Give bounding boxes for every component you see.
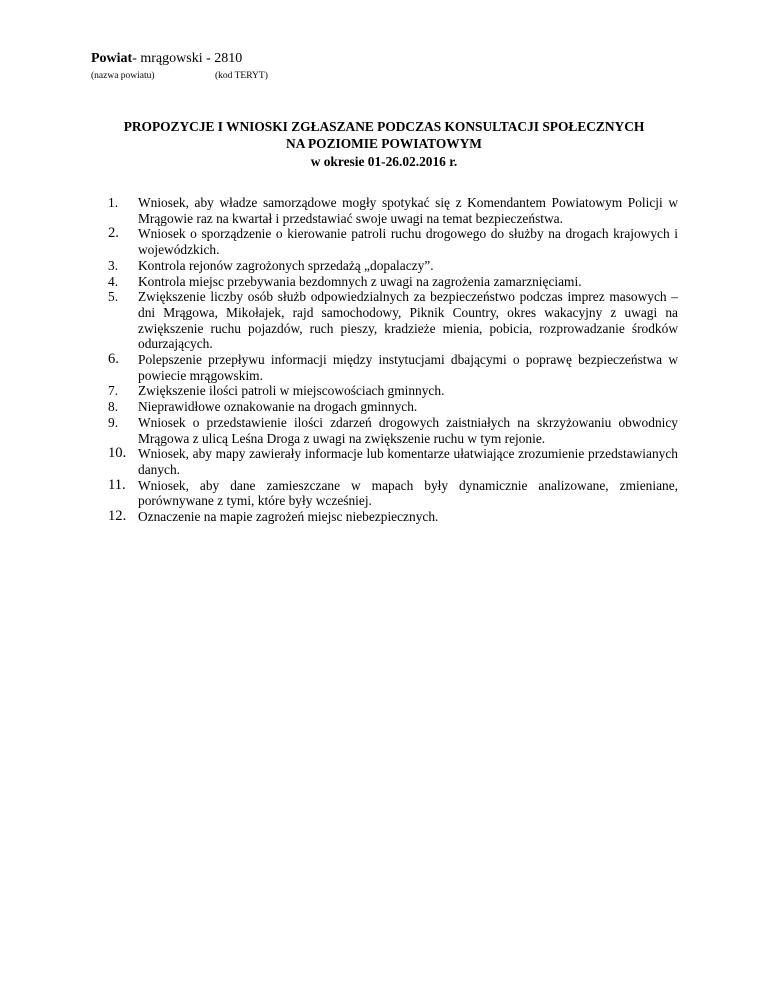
list-item <box>108 352 678 383</box>
teryt-code-caption: (kod TERYT) <box>215 71 268 81</box>
item-text: Wniosek o sporządzenie o kierowanie patroli ruchu drogowego do służby na drogach krajowych i wojewódzkich. <box>138 226 678 258</box>
powiat-label: Powiat <box>91 51 133 66</box>
document-title <box>60 118 708 170</box>
list-item <box>108 195 678 226</box>
item-text: Wniosek, aby dane zamieszczane w mapach były dynamicznie analizowane, zmieniane, porównywane z tymi, które były wcześniej. <box>138 477 678 509</box>
item-number: 3. <box>108 257 119 273</box>
powiat-name-caption: (nazwa powiatu) <box>91 71 155 81</box>
item-number: 2. <box>108 225 119 242</box>
title-line-1: PROPOZYCJE I WNIOSKI ZGŁASZANE PODCZAS KONSULTACJI SPOŁECZNYCH <box>123 119 645 134</box>
title-line-2: NA POZIOMIE POWIATOWYM <box>286 136 482 152</box>
item-text: Kontrola miejsc przebywania bezdomnych z uwagi na zagrożenia zamarznięciami. <box>138 273 582 289</box>
list-item <box>108 478 678 509</box>
item-number: 6. <box>108 351 119 368</box>
item-text: Polepszenie przepływu informacji między instytucjami dbającymi o poprawę bezpieczeństwa w powiecie mrągowskim. <box>138 352 678 383</box>
item-text: Wniosek o przedstawienie ilości zdarzeń drogowych zaistniałych na skrzyżowaniu obwodnicy Mrągowa z ulicą Leśna Droga z uwagi na zwiększenie ruchu w tym rejonie. <box>138 414 678 446</box>
item-number: 8. <box>108 399 119 415</box>
list-item <box>108 289 678 352</box>
item-number: 1. <box>108 195 119 210</box>
item-text: Oznaczenie na mapie zagrożeń miejsc niebezpiecznych. <box>138 509 439 525</box>
list-item <box>108 226 678 257</box>
powiat-value: - mrągowski - 2810 <box>132 51 243 66</box>
list-item <box>108 446 678 477</box>
powiat-header <box>91 50 242 68</box>
list-item <box>108 274 678 290</box>
item-text: Zwiększenie ilości patroli w miejscowościach gminnych. <box>138 383 445 399</box>
item-text: Nieprawidłowe oznakowanie na drogach gminnych. <box>138 399 418 415</box>
item-number: 12. <box>108 508 127 525</box>
list-item <box>108 399 678 415</box>
title-line-3: w okresie 01-26.02.2016 r. <box>310 153 458 169</box>
item-number: 5. <box>108 289 119 305</box>
item-text: Wniosek, aby mapy zawierały informacje lub komentarze ułatwiające zrozumienie przedstawianych danych. <box>138 446 678 477</box>
list-item <box>108 258 678 274</box>
proposals-list <box>108 195 678 525</box>
list-item <box>108 383 678 399</box>
list-item <box>108 415 678 446</box>
item-text: Wniosek, aby władze samorządowe mogły spotykać się z Komendantem Powiatowym Policji w Mrągowie raz na kwartał i przedstawiać swoje uwagi na temat bezpieczeństwa. <box>138 195 678 226</box>
item-number: 9. <box>108 414 119 430</box>
list-item <box>108 509 678 525</box>
item-text: Zwiększenie liczby osób służb odpowiedzialnych za bezpieczeństwo podczas imprez masowych – dni Mrągowa, Mikołajek, rajd samochodowy, Piknik Country, okres wakacyjny z uwagi na zwiększenie ruchu pojazdów, ruch pieszy, kradzieże mienia, pobicia, rozprowadzanie środków odurzających. <box>138 289 678 352</box>
item-number: 4. <box>108 273 119 289</box>
item-number: 10. <box>108 445 127 462</box>
item-text: Kontrola rejonów zagrożonych sprzedażą „dopalaczy”. <box>138 257 434 273</box>
item-number: 11. <box>108 476 126 493</box>
item-number: 7. <box>108 383 119 399</box>
